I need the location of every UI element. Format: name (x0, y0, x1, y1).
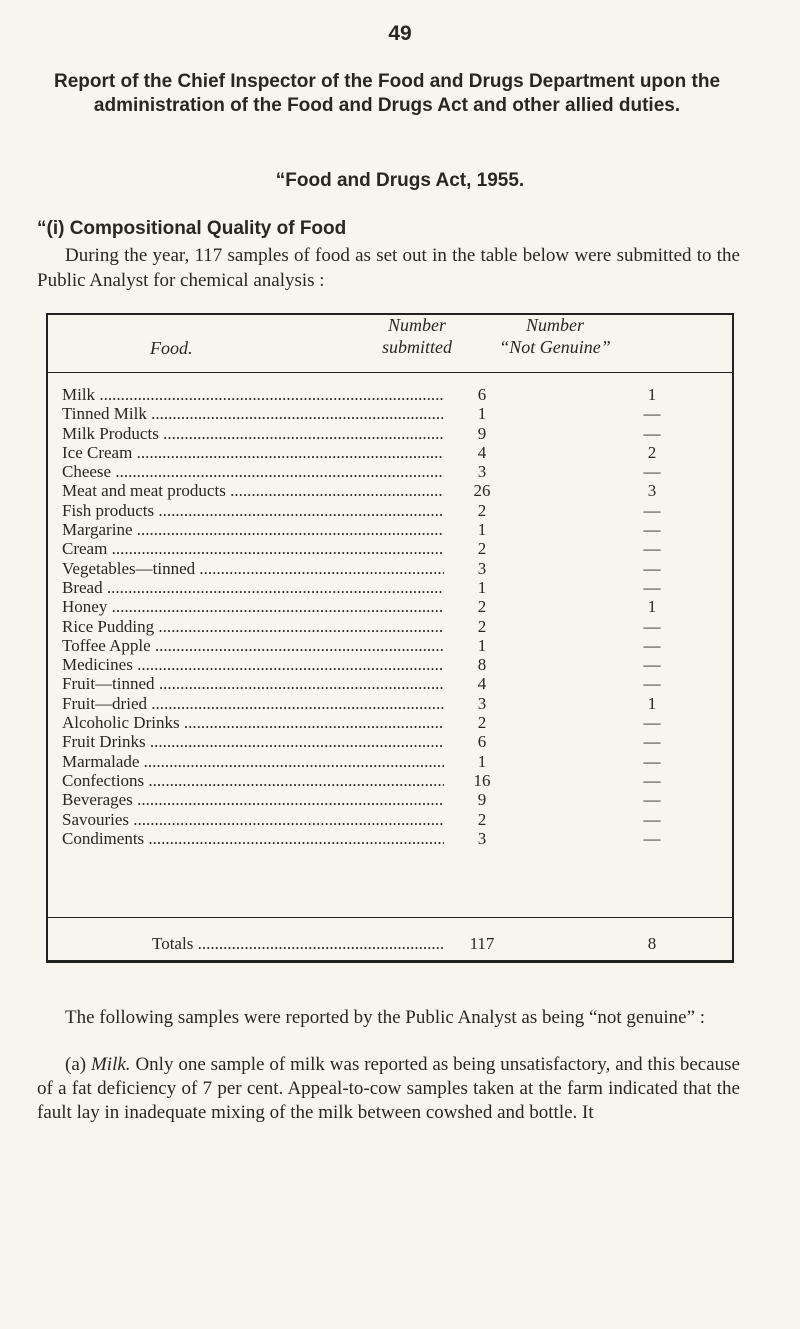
totals-divider (48, 917, 732, 918)
number-not-genuine: — (643, 520, 661, 540)
milk-paragraph-lead: Milk. (90, 1054, 131, 1075)
food-name: Alcoholic Drinks ..... (62, 713, 444, 732)
table-row (62, 481, 728, 500)
number-submitted: 2 (477, 616, 487, 636)
number-submitted: 9 (477, 790, 487, 810)
table-row (62, 404, 728, 423)
milk-paragraph (37, 1053, 740, 1125)
column-header-not-genuine-line1: Number (526, 315, 584, 335)
number-not-genuine: — (643, 655, 661, 675)
food-name: Meat and meat products ..... (62, 481, 444, 500)
food-name: Fish products ..... (62, 501, 444, 520)
number-not-genuine: — (643, 713, 661, 733)
number-submitted: 4 (477, 442, 487, 462)
number-submitted: 1 (477, 404, 487, 424)
number-not-genuine: — (643, 790, 661, 810)
food-name: Confections ..... (62, 771, 444, 790)
column-header-submitted-line1: Number (388, 315, 446, 335)
number-not-genuine: 2 (647, 442, 657, 462)
milk-paragraph-text: Only one sample of milk was reported as being unsatisfactory, and this because of a fat deficiency of 7 per cent. Appeal-to-cow samples taken at the farm indicated that the fault lay in inadequate mixing of the milk between cowshed and bottle. It (37, 1054, 740, 1123)
number-submitted: 3 (477, 693, 487, 713)
food-name: Fruit—dried ..... (62, 694, 444, 713)
table-row (62, 752, 728, 771)
number-not-genuine: 1 (647, 693, 657, 713)
number-submitted: 1 (477, 751, 487, 771)
number-submitted: 26 (473, 481, 491, 501)
number-not-genuine: — (643, 732, 661, 752)
number-submitted: 4 (477, 674, 487, 694)
number-not-genuine: — (643, 423, 661, 443)
table-row (62, 501, 728, 520)
column-header-food: Food. (150, 338, 193, 358)
food-name: Marmalade ..... (62, 752, 444, 771)
number-not-genuine: — (643, 558, 661, 578)
number-submitted: 2 (477, 597, 487, 617)
food-name: Margarine ..... (62, 520, 444, 539)
food-name: Fruit—tinned ..... (62, 674, 444, 693)
table-row (62, 617, 728, 636)
number-submitted: 8 (477, 655, 487, 675)
number-not-genuine: — (643, 404, 661, 424)
table-body (62, 385, 728, 848)
header-divider (48, 372, 732, 373)
food-name: Cheese ..... (62, 462, 444, 481)
number-not-genuine: — (643, 635, 661, 655)
table-row (62, 790, 728, 809)
food-name: Savouries ..... (62, 810, 444, 829)
number-submitted: 2 (477, 539, 487, 559)
food-name: Honey ..... (62, 597, 444, 616)
report-title: Report of the Chief Inspector of the Food and Drugs Department upon the administration of the Food and Drugs Act and other allied duties. (53, 71, 721, 116)
number-submitted: 6 (477, 732, 487, 752)
number-not-genuine: — (643, 674, 661, 694)
table-row (62, 578, 728, 597)
table-row (62, 636, 728, 655)
column-header-submitted-line2: submitted (382, 337, 452, 357)
number-not-genuine: 3 (647, 481, 657, 501)
table-row (62, 674, 728, 693)
number-not-genuine: — (643, 809, 661, 829)
totals-row (62, 933, 728, 955)
number-submitted: 6 (477, 385, 487, 404)
table-row (62, 424, 728, 443)
food-name: Medicines ..... (62, 655, 444, 674)
food-name: Toffee Apple ..... (62, 636, 444, 655)
totals-label: Totals ..... (152, 933, 444, 955)
number-not-genuine: 1 (647, 385, 657, 404)
number-submitted: 1 (477, 520, 487, 540)
number-not-genuine: — (643, 539, 661, 559)
column-header-not-genuine-line2: “Not Genuine” (499, 337, 611, 357)
food-name: Tinned Milk ..... (62, 404, 444, 423)
table-row (62, 713, 728, 732)
number-not-genuine: — (643, 500, 661, 520)
table-row (62, 539, 728, 558)
food-name: Fruit Drinks ..... (62, 732, 444, 751)
table-row (62, 655, 728, 674)
table-row (62, 829, 728, 848)
totals-not-genuine: 8 (647, 934, 657, 953)
food-name: Cream ..... (62, 539, 444, 558)
number-not-genuine: 1 (647, 597, 657, 617)
number-submitted: 1 (477, 635, 487, 655)
table-row (62, 771, 728, 790)
number-not-genuine: — (643, 462, 661, 482)
table-row (62, 559, 728, 578)
food-name: Vegetables—tinned ..... (62, 559, 444, 578)
table-row (62, 732, 728, 751)
number-submitted: 3 (477, 462, 487, 482)
milk-paragraph-prefix: (a) (65, 1054, 91, 1075)
table-row (62, 810, 728, 829)
table-row (62, 443, 728, 462)
number-submitted: 2 (477, 500, 487, 520)
column-header-not-genuine (472, 314, 638, 358)
table-row (62, 694, 728, 713)
number-submitted: 9 (477, 423, 487, 443)
table-row (62, 597, 728, 616)
intro-paragraph: During the year, 117 samples of food as set out in the table below were submitted to the Public Analyst for chemical analysis : (37, 245, 740, 291)
number-submitted: 2 (477, 713, 487, 733)
number-not-genuine: — (643, 577, 661, 597)
number-submitted: 1 (477, 577, 487, 597)
number-submitted: 3 (477, 828, 487, 848)
number-not-genuine: — (643, 751, 661, 771)
number-submitted: 16 (473, 770, 491, 790)
food-name: Milk Products ..... (62, 424, 444, 443)
number-not-genuine: — (643, 616, 661, 636)
number-submitted: 3 (477, 558, 487, 578)
column-header-submitted (356, 314, 478, 358)
food-name: Bread ..... (62, 578, 444, 597)
table-row (62, 462, 728, 481)
number-submitted: 2 (477, 809, 487, 829)
number-not-genuine: — (643, 828, 661, 848)
section-heading: “(i) Compositional Quality of Food (37, 218, 347, 239)
number-not-genuine: — (643, 770, 661, 790)
act-heading: “Food and Drugs Act, 1955. (275, 170, 525, 191)
following-samples-paragraph: The following samples were reported by the Public Analyst as being “not genuine” : (65, 1007, 706, 1028)
page-number: 49 (388, 22, 412, 45)
table-row (62, 520, 728, 539)
food-name: Ice Cream ..... (62, 443, 444, 462)
food-name: Condiments ..... (62, 829, 444, 848)
food-name: Beverages ..... (62, 790, 444, 809)
food-name: Milk ..... (62, 385, 444, 404)
totals-submitted: 117 (469, 934, 495, 953)
food-name: Rice Pudding ..... (62, 617, 444, 636)
table-row (62, 385, 728, 404)
